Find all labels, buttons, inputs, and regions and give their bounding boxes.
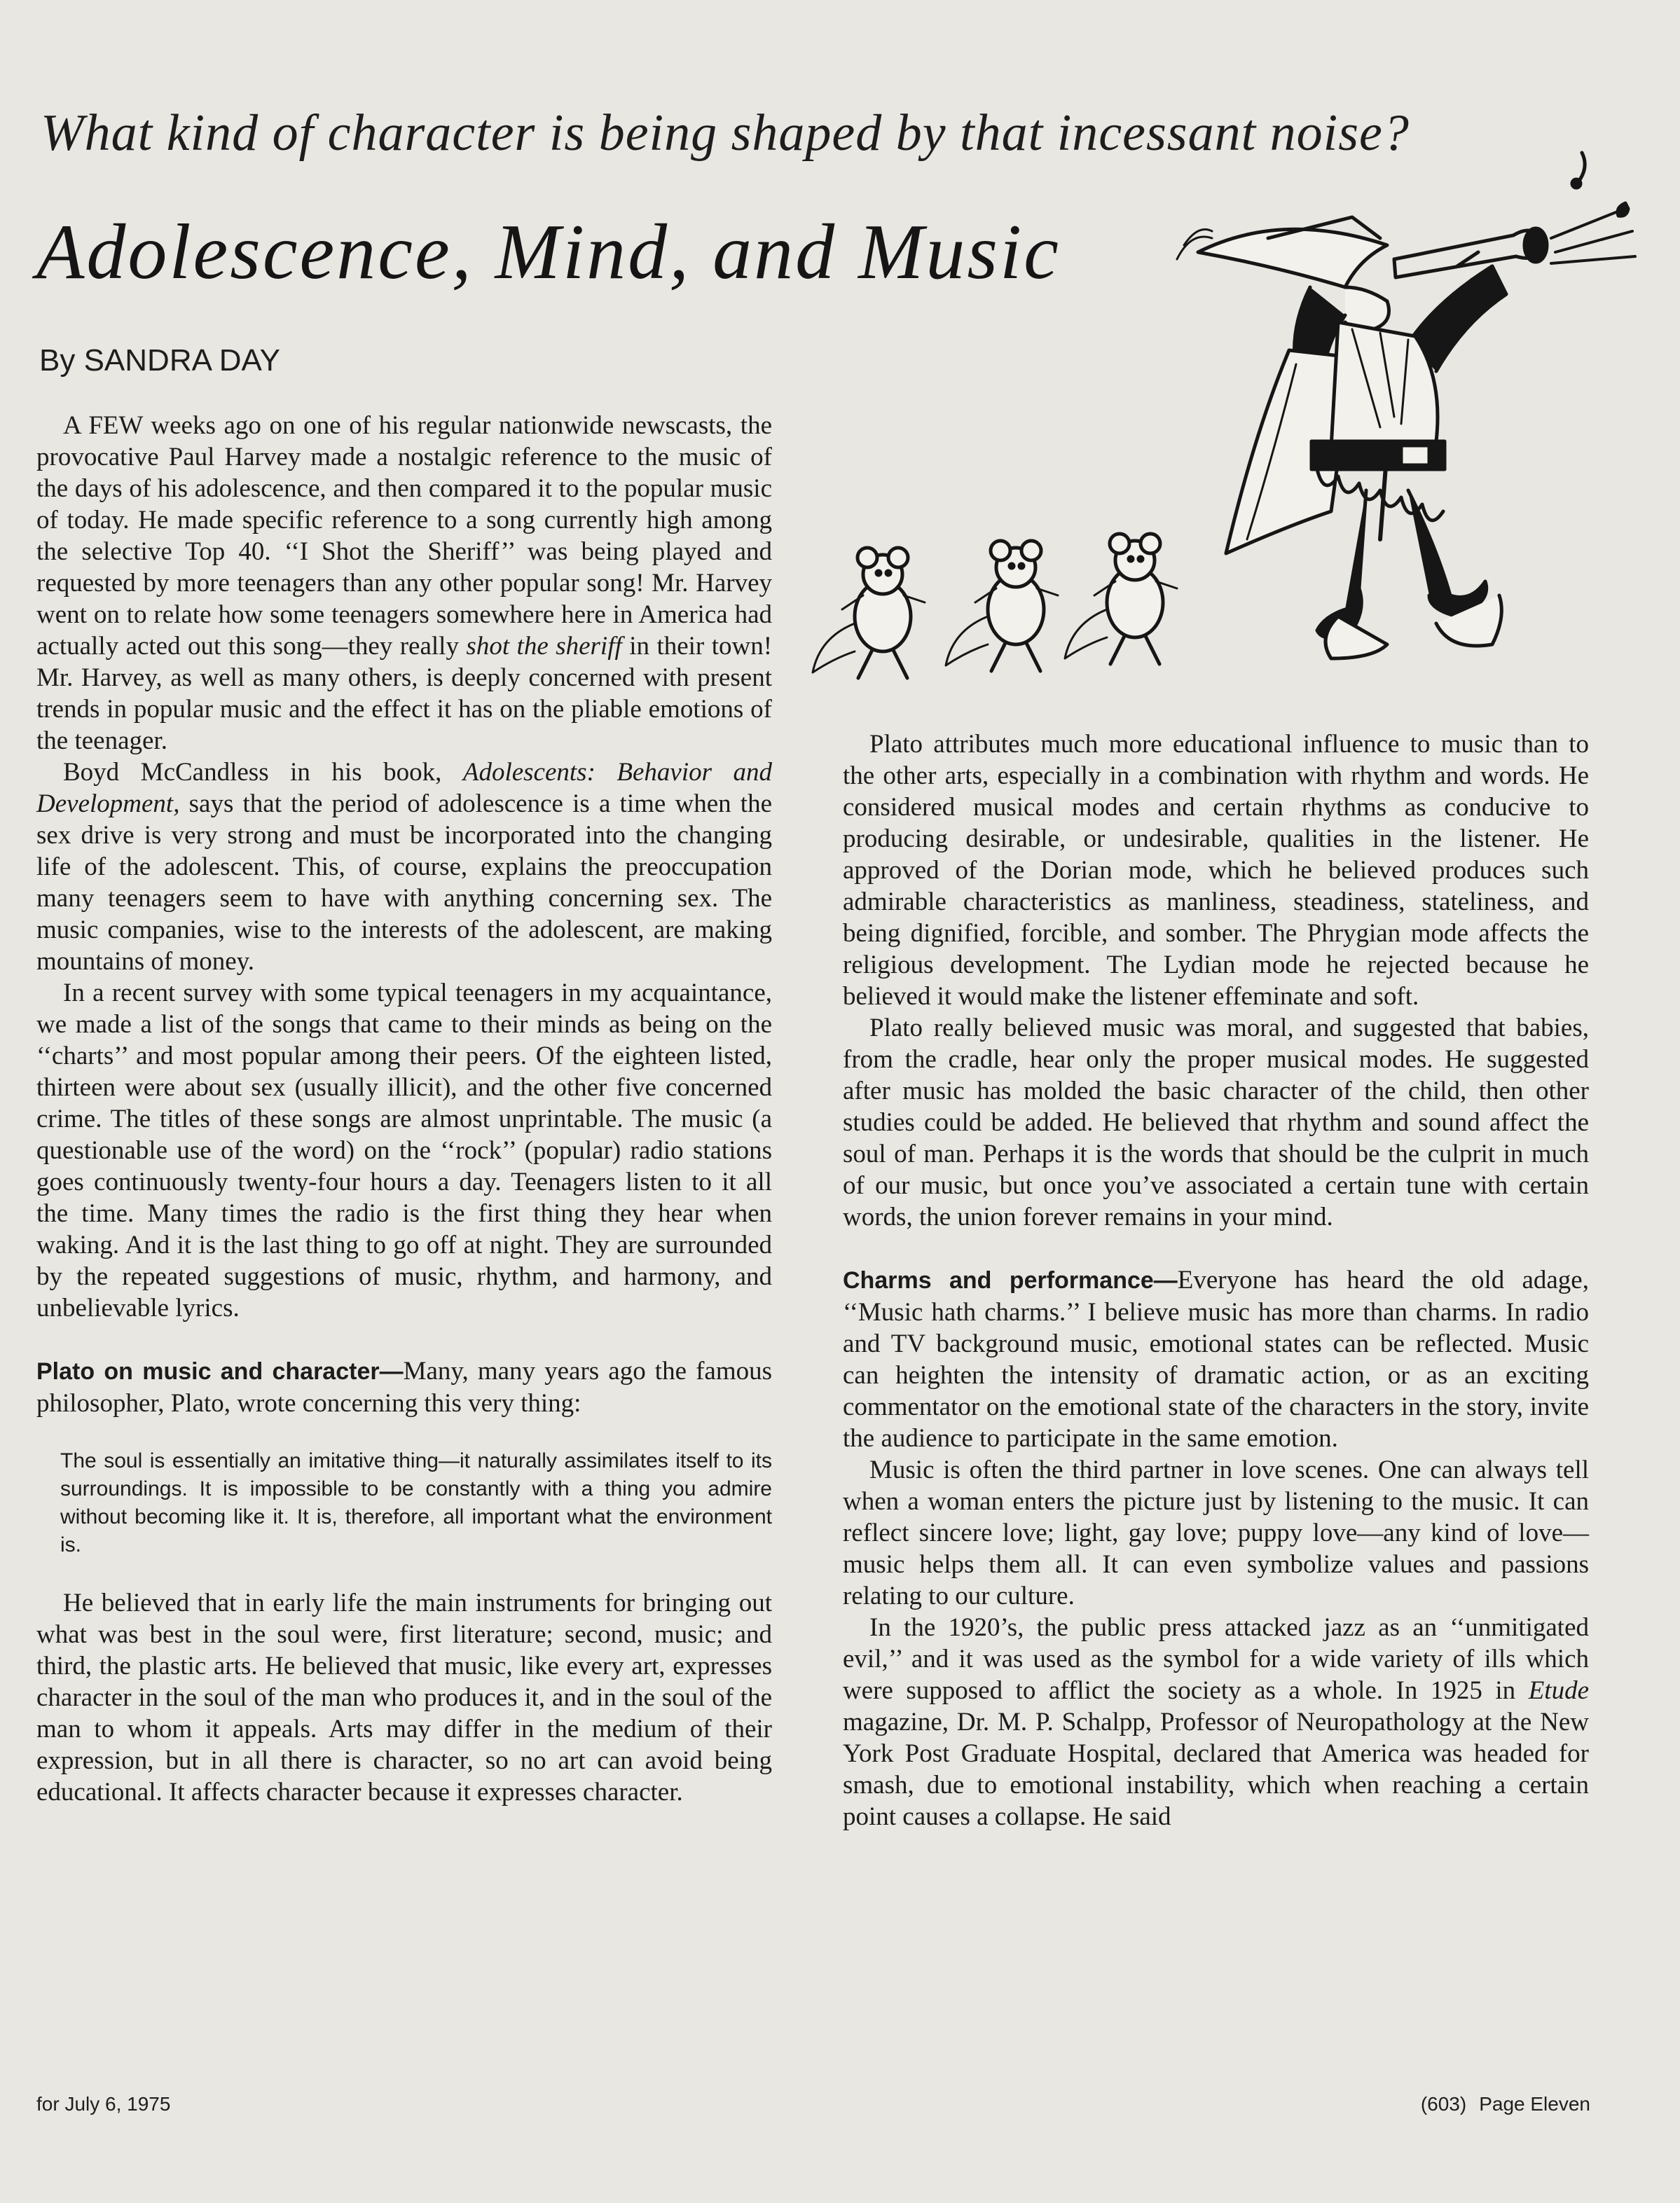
left-column xyxy=(36,410,772,1808)
page-code: (603) xyxy=(1420,2093,1467,2115)
kicker-headline: What kind of character is being shaped by that incessant noise? xyxy=(41,104,1410,162)
paragraph: In a recent survey with some typical teenagers in my acquaintance, we made a list of the songs that came to their minds as being on the ‘‘charts’’ and most popular among their peers. Of the eighteen listed, thirteen were about sex (usually illicit), and the other five concerned crime. The titles of these songs are almost unprintable. The music (a questionable use of the word) on the ‘‘rock’’ (popular) radio stations goes continuously twenty-four hours a day. Teenagers listen to it all the time. Many times the radio is the first thing they hear when waking. And it is the last thing to go off at night. They are surrounded by the repeated suggestions of music, rhythm, and harmony, and unbelievable lyrics. xyxy=(36,979,772,1323)
paragraph: He believed that in early life the main instruments for bringing out what was best in the soul were, first literature; second, music; and third, the plastic arts. He believed that music, like every art, expresses character in the soul of the man who produces it, and in the soul of the man to whom it appeals. Arts may differ in the medium of their expression, but in all there is character, so no art can avoid being educational. It affects character because it expresses character. xyxy=(36,1589,772,1807)
paragraph: Boyd McCandless in his book, Adolescents: Behavior and Development, says that the period of adolescence is a time when the sex drive is very strong and must be incorporated into the changing life of the adolescent. This, of course, explains the preoccupation many teenagers seem to have with anything concerning sex. The music companies, wise to the interests of the adolescent, are making mountains of money. xyxy=(36,758,773,976)
paragraph: Plato really believed music was moral, and suggested that babies, from the cradle, hear only the proper musical modes. He suggested after music has molded the basic character of the child, then other studies could be added. He believed that rhythm and sound affect the soul of man. Perhaps it is the words that should be the culprit in much of our music, but once you’ve associated a certain tune with certain words, the union forever remains in your mind. xyxy=(843,1014,1589,1231)
subhead: Charms and performance— xyxy=(843,1267,1178,1294)
subhead-paragraph: Charms and performance—Everyone has heard the old adage, ‘‘Music hath charms.’’ I believe music has more than charms. In radio and TV background music, emotional states can be reflected. Music can heighten the intensity of dramatic action, or as an exciting commentator on the emotional state of the characters in the story, invite the audience to participate in the same emotion. xyxy=(843,1266,1589,1453)
paragraph: Music is often the third partner in love scenes. One can always tell when a woman enters the picture just by listening to the music. It can reflect sincere love; light, gay love; puppy love—any kind of love—music helps them all. It can even symbolize values and passions relating to our culture. xyxy=(843,1456,1589,1610)
subhead-paragraph: Plato on music and character—Many, many years ago the famous philosopher, Plato, wrote concerning this very thing: xyxy=(36,1357,772,1418)
paragraph: In the 1920’s, the public press attacked jazz as an ‘‘unmitigated evil,’’ and it was used as the symbol for a wide variety of ills which were supposed to afflict the society as a whole. In 1925 in Etude magazine, Dr. M. P. Schalpp, Professor of Neuropathology at the New York Post Graduate Hospital, declared that America was headed for smash, due to emotional instability, which when reaching a certain point causes a collapse. He said xyxy=(843,1613,1589,1831)
page-label: Page Eleven xyxy=(1479,2093,1590,2115)
footer-page-number xyxy=(1408,2093,1590,2115)
block-quote: The soul is essentially an imitative thing—it naturally assimilates itself to its surroundings. It is impossible to be constantly with a thing you admire without becoming like it. It is, therefore, all important what the environment is. xyxy=(60,1449,772,1556)
pied-piper-illustration xyxy=(806,140,1674,714)
paragraph: Plato attributes much more educational influence to music than to the other arts, especially in a combination with rhythm and words. He considered musical modes and certain rhythms as conducive to producing desirable, or undesirable, qualities in the listener. He approved of the Dorian mode, which he believed produces such admirable characteristics as manliness, steadiness, stateliness, and being dignified, forcible, and somber. The Phrygian mode affects the religious development. The Lydian mode he rejected because he believed it would make the listener effeminate and soft. xyxy=(843,730,1589,1011)
article-title: Adolescence, Mind, and Music xyxy=(36,209,1061,296)
paragraph: A FEW weeks ago on one of his regular nationwide newscasts, the provocative Paul Harvey made a nostalgic reference to the music of the days of his adolescence, and then compared it to the popular music of today. He made specific reference to a song currently high among the selective Top 40. ‘‘I Shot the Sheriff’’ was being played and requested by more teenagers than any other popular song! Mr. Harvey went on to relate how some teenagers somewhere here in America had actually acted out this song—they really shot the sheriff in their town! Mr. Harvey, as well as many others, is deeply concerned with present trends in popular music and the effect it has on the pliable emotions of the teenager. xyxy=(36,411,773,755)
footer-date: for July 6, 1975 xyxy=(36,2093,171,2115)
subhead: Plato on music and character— xyxy=(36,1358,404,1385)
right-column xyxy=(843,728,1589,1832)
pied-piper-with-trumpet-and-mice-icon xyxy=(806,140,1674,714)
byline: By SANDRA DAY xyxy=(39,343,280,378)
